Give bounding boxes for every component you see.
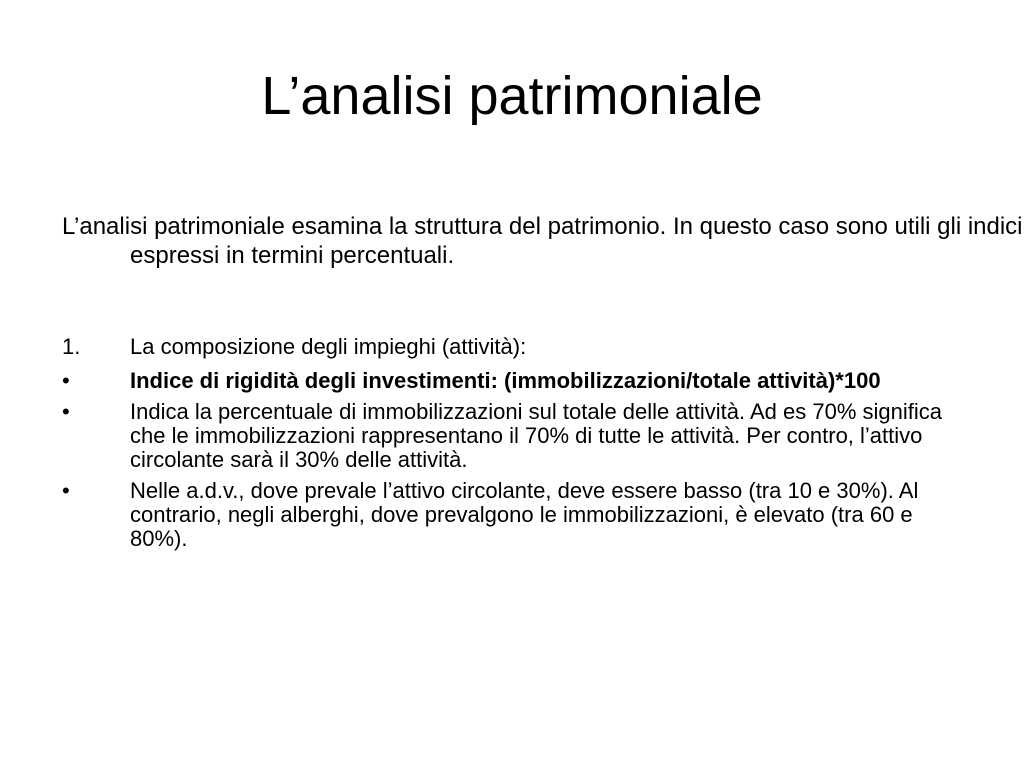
list-item-text: Indica la percentuale di immobilizzazioni sul totale delle attività. Ad es 70% significa che le immobilizzazioni rappresentano il 70% di tutte le attività. Per contro, l’attivo circolante sarà il 30% delle attività. xyxy=(130,399,942,472)
list-item xyxy=(62,335,962,359)
list-item xyxy=(62,369,962,393)
bullet: • xyxy=(62,478,70,503)
list-number: 1. xyxy=(62,334,81,359)
list-item xyxy=(62,479,962,551)
list-item-text: La composizione degli impieghi (attività): xyxy=(130,334,527,359)
content-list xyxy=(62,335,962,558)
list-item-text-bold: Indice di rigidità degli investimenti: (immobilizzazioni/totale attività)*100 xyxy=(130,368,881,393)
slide-title: L’analisi patrimoniale xyxy=(261,66,763,126)
bullet: • xyxy=(62,399,70,424)
bullet: • xyxy=(62,368,70,393)
intro-paragraph: L’analisi patrimoniale esamina la struttura del patrimonio. In questo caso sono utili gli indici espressi in termini percentuali. xyxy=(62,213,1023,269)
list-item-text: Nelle a.d.v., dove prevale l’attivo circolante, deve essere basso (tra 10 e 30%). Al contrario, negli alberghi, dove prevalgono le immobilizzazioni, è elevato (tra 60 e 80%). xyxy=(130,478,919,551)
list-item xyxy=(62,400,962,472)
